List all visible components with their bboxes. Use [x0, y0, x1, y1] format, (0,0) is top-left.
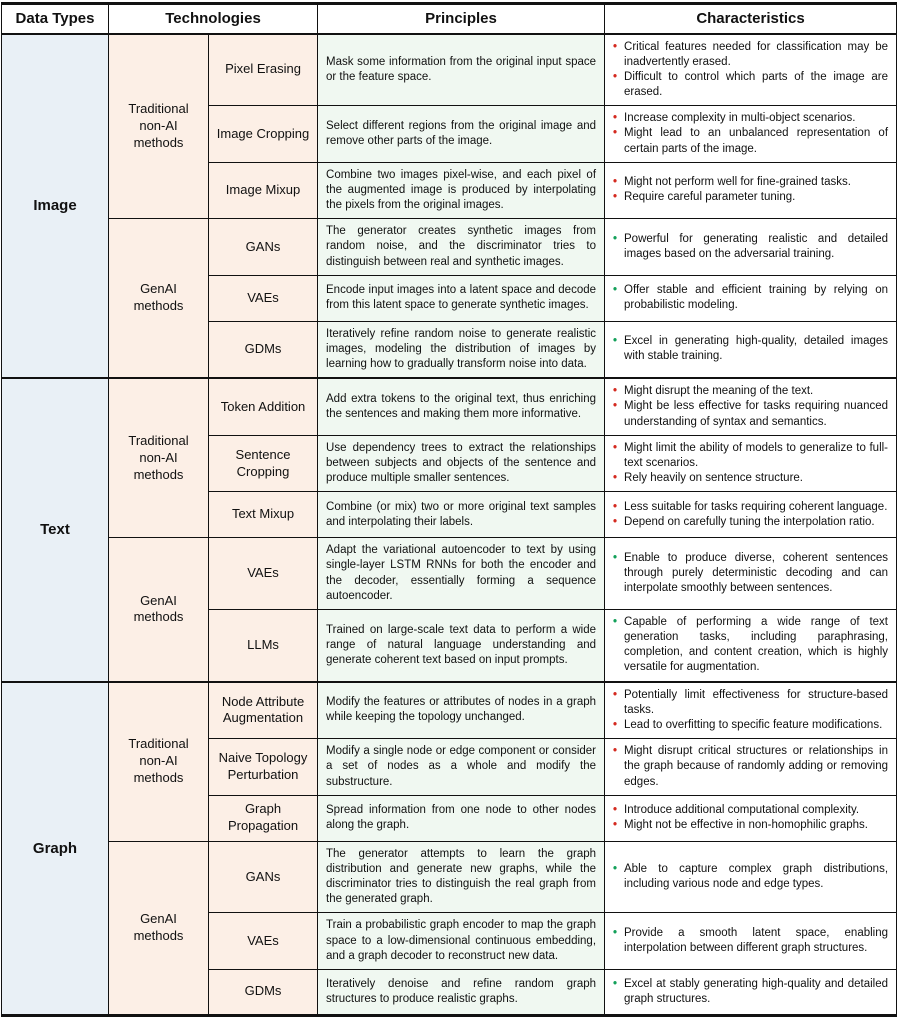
characteristics-cell	[605, 435, 897, 492]
principle-cell: Modify the features or attributes of nodes in a graph while keeping the topology unchanged.	[318, 682, 605, 739]
characteristic-item: • Might disrupt critical structures or relationships in the graph because of randomly adding or removing edges.	[613, 745, 889, 788]
characteristic-item: • Critical features needed for classification may be inadvertently erased.	[613, 40, 889, 68]
technique-cell: Graph Propagation	[209, 795, 318, 841]
positive-bullet-icon: •	[613, 335, 618, 348]
principle-cell: Iteratively denoise and refine random graph structures to produce realistic graphs.	[318, 969, 605, 1015]
characteristic-item: • Excel in generating high-quality, detailed images with stable training.	[613, 335, 889, 363]
table-row	[2, 219, 897, 276]
characteristic-item: • Depend on carefully tuning the interpolation ratio.	[613, 515, 888, 530]
negative-bullet-icon: •	[613, 40, 618, 53]
characteristics-cell	[605, 538, 897, 610]
table-row	[2, 34, 897, 106]
characteristic-item: • Powerful for generating realistic and detailed images based on the adversarial training.	[613, 232, 889, 260]
characteristic-item: • Less suitable for tasks requiring coherent language.	[613, 500, 888, 515]
header-principles: Principles	[318, 4, 605, 34]
positive-bullet-icon: •	[613, 615, 618, 628]
characteristics-list	[613, 977, 888, 1007]
characteristics-cell	[605, 162, 897, 219]
negative-bullet-icon: •	[613, 127, 618, 140]
method-category-cell: Traditional non-AI methods	[109, 378, 209, 538]
characteristics-list	[613, 688, 888, 734]
negative-bullet-icon: •	[613, 472, 618, 485]
characteristics-cell	[605, 275, 897, 321]
characteristic-item: • Difficult to control which parts of the image are erased.	[613, 70, 889, 99]
characteristic-item: • Might lead to an unbalanced representation of certain parts of the image.	[613, 127, 889, 155]
method-category-cell: Traditional non-AI methods	[109, 34, 209, 219]
principle-cell: The generator attempts to learn the graph distribution and generate new graphs, while the discriminator tries to distinguish the real graph from the generated graph.	[318, 841, 605, 913]
principle-cell: The generator creates synthetic images from random noise, and the discriminator tries to distinguish between real and synthetic images.	[318, 219, 605, 276]
table-row	[2, 378, 897, 435]
characteristics-list	[613, 40, 888, 101]
technique-cell: Image Mixup	[209, 162, 318, 219]
characteristic-item: • Might not perform well for fine-grained tasks.	[613, 175, 888, 190]
principle-cell: Modify a single node or edge component or consider a set of nodes as a whole and modify the substructure.	[318, 739, 605, 796]
negative-bullet-icon: •	[613, 719, 618, 731]
principle-cell: Trained on large-scale text data to perform a wide range of natural language understanding and generate coherent text based on input prompts.	[318, 609, 605, 681]
data-type-cell: Image	[2, 34, 109, 379]
header-technologies: Technologies	[109, 4, 318, 34]
technique-cell: VAEs	[209, 538, 318, 610]
technique-cell: GANs	[209, 219, 318, 276]
negative-bullet-icon: •	[613, 745, 618, 758]
positive-bullet-icon: •	[613, 551, 618, 564]
negative-bullet-icon: •	[613, 191, 618, 204]
characteristics-cell	[605, 34, 897, 106]
table-body	[2, 34, 897, 1016]
characteristic-item: • Excel at stably generating high-quality and detailed graph structures.	[613, 977, 889, 1005]
technique-cell: LLMs	[209, 609, 318, 681]
negative-bullet-icon: •	[613, 112, 618, 125]
method-category-cell: GenAI methods	[109, 219, 209, 379]
header-row	[2, 4, 897, 34]
principle-cell: Spread information from one node to other nodes along the graph.	[318, 795, 605, 841]
characteristics-cell	[605, 106, 897, 163]
characteristic-item: • Might limit the ability of models to generalize to full-text scenarios.	[613, 441, 889, 469]
technique-cell: Token Addition	[209, 378, 318, 435]
characteristic-item: • Rely heavily on sentence structure.	[613, 471, 888, 486]
negative-bullet-icon: •	[613, 400, 618, 413]
technique-cell: GDMs	[209, 321, 318, 378]
characteristics-cell	[605, 913, 897, 970]
characteristics-list	[613, 744, 888, 790]
characteristics-cell	[605, 609, 897, 681]
characteristics-list	[613, 283, 888, 313]
negative-bullet-icon: •	[613, 176, 618, 189]
table-row	[2, 841, 897, 913]
principle-cell: Adapt the variational autoencoder to text by using single-layer LSTM RNNs for both the encoder and the decoder, essentially forming a sequence autoencoder.	[318, 538, 605, 610]
technique-cell: Text Mixup	[209, 492, 318, 538]
characteristics-list	[613, 803, 888, 833]
table-header	[2, 4, 897, 34]
positive-bullet-icon: •	[613, 284, 618, 297]
characteristic-item: • Capable of performing a wide range of text generation tasks, including paraphrasing, completion, and content creation, which is highly versatile for augmentation.	[613, 615, 889, 674]
characteristics-cell	[605, 795, 897, 841]
characteristics-list	[613, 551, 888, 597]
characteristics-list	[613, 926, 888, 956]
principle-cell: Train a probabilistic graph encoder to map the graph space to a low-dimensional continuous embedding, and a graph decoder to reconstruct new data.	[318, 913, 605, 970]
characteristic-item: • Increase complexity in multi-object scenarios.	[613, 111, 888, 126]
technique-cell: Pixel Erasing	[209, 34, 318, 106]
negative-bullet-icon: •	[613, 70, 618, 83]
characteristic-item: • Enable to produce diverse, coherent sentences through purely deterministic decoding and can interpolate smoothly between sentences.	[613, 551, 889, 595]
positive-bullet-icon: •	[613, 862, 618, 875]
negative-bullet-icon: •	[613, 385, 618, 398]
positive-bullet-icon: •	[613, 232, 618, 245]
principle-cell: Encode input images into a latent space and decode from this latent space to generate synthetic images.	[318, 275, 605, 321]
characteristics-cell	[605, 841, 897, 913]
table	[1, 2, 897, 1017]
characteristics-cell	[605, 321, 897, 378]
method-category-cell: GenAI methods	[109, 538, 209, 682]
principle-cell: Iteratively refine random noise to generate realistic images, modeling the distribution of images by learning how to gradually transform noise into data.	[318, 321, 605, 378]
header-data-types: Data Types	[2, 4, 109, 34]
table-row	[2, 682, 897, 739]
characteristics-cell	[605, 492, 897, 538]
technique-cell: VAEs	[209, 913, 318, 970]
negative-bullet-icon: •	[613, 804, 618, 817]
characteristics-list	[613, 615, 888, 676]
principle-cell: Mask some information from the original input space or the feature space.	[318, 34, 605, 106]
positive-bullet-icon: •	[613, 977, 618, 990]
data-type-cell: Graph	[2, 682, 109, 1016]
positive-bullet-icon: •	[613, 926, 618, 939]
characteristics-list	[613, 500, 888, 530]
header-characteristics: Characteristics	[605, 4, 897, 34]
negative-bullet-icon: •	[613, 515, 618, 528]
characteristic-item: • Require careful parameter tuning.	[613, 190, 888, 205]
characteristics-list	[613, 862, 888, 892]
characteristic-item: • Lead to overfitting to specific feature modifications.	[613, 718, 888, 733]
data-type-cell: Text	[2, 378, 109, 681]
technique-cell: Node Attribute Augmentation	[209, 682, 318, 739]
characteristics-list	[613, 384, 888, 430]
characteristics-list	[613, 175, 888, 205]
technique-cell: GANs	[209, 841, 318, 913]
technique-cell: Image Cropping	[209, 106, 318, 163]
characteristic-item: • Might disrupt the meaning of the text.	[613, 384, 888, 399]
technique-cell: VAEs	[209, 275, 318, 321]
principle-cell: Combine two images pixel-wise, and each pixel of the augmented image is produced by interpolating the pixels from the original images.	[318, 162, 605, 219]
characteristic-item: • Might not be effective in non-homophilic graphs.	[613, 818, 888, 833]
characteristic-item: • Potentially limit effectiveness for structure-based tasks.	[613, 688, 889, 716]
characteristic-item: • Offer stable and efficient training by relying on probabilistic modeling.	[613, 284, 889, 312]
characteristics-cell	[605, 739, 897, 796]
characteristic-item: • Provide a smooth latent space, enabling interpolation between different graph structures.	[613, 926, 889, 955]
characteristic-item: • Might be less effective for tasks requiring nuanced understanding of syntax and semantics.	[613, 400, 889, 428]
characteristics-list	[613, 334, 888, 364]
characteristics-list	[613, 111, 888, 157]
principle-cell: Select different regions from the original image and remove other parts of the image.	[318, 106, 605, 163]
negative-bullet-icon: •	[613, 819, 618, 832]
technique-cell: GDMs	[209, 969, 318, 1015]
method-category-cell: GenAI methods	[109, 841, 209, 1015]
negative-bullet-icon: •	[613, 441, 618, 454]
characteristics-list	[613, 232, 888, 262]
technique-cell: Naive Topology Perturbation	[209, 739, 318, 796]
negative-bullet-icon: •	[613, 688, 618, 701]
negative-bullet-icon: •	[613, 500, 618, 513]
characteristic-item: • Introduce additional computational complexity.	[613, 803, 888, 818]
characteristics-cell	[605, 219, 897, 276]
method-category-cell: Traditional non-AI methods	[109, 682, 209, 842]
technique-cell: Sentence Cropping	[209, 435, 318, 492]
table-row	[2, 538, 897, 610]
characteristics-cell	[605, 682, 897, 739]
principle-cell: Add extra tokens to the original text, thus enriching the sentences and making them more informative.	[318, 378, 605, 435]
characteristics-cell	[605, 969, 897, 1015]
characteristic-item: • Able to capture complex graph distributions, including various node and edge types.	[613, 862, 889, 891]
characteristics-list	[613, 441, 888, 487]
characteristics-cell	[605, 378, 897, 435]
principle-cell: Combine (or mix) two or more original text samples and interpolating their labels.	[318, 492, 605, 538]
principle-cell: Use dependency trees to extract the relationships between subjects and objects of the sentence and produce multiple smaller sentences.	[318, 435, 605, 492]
